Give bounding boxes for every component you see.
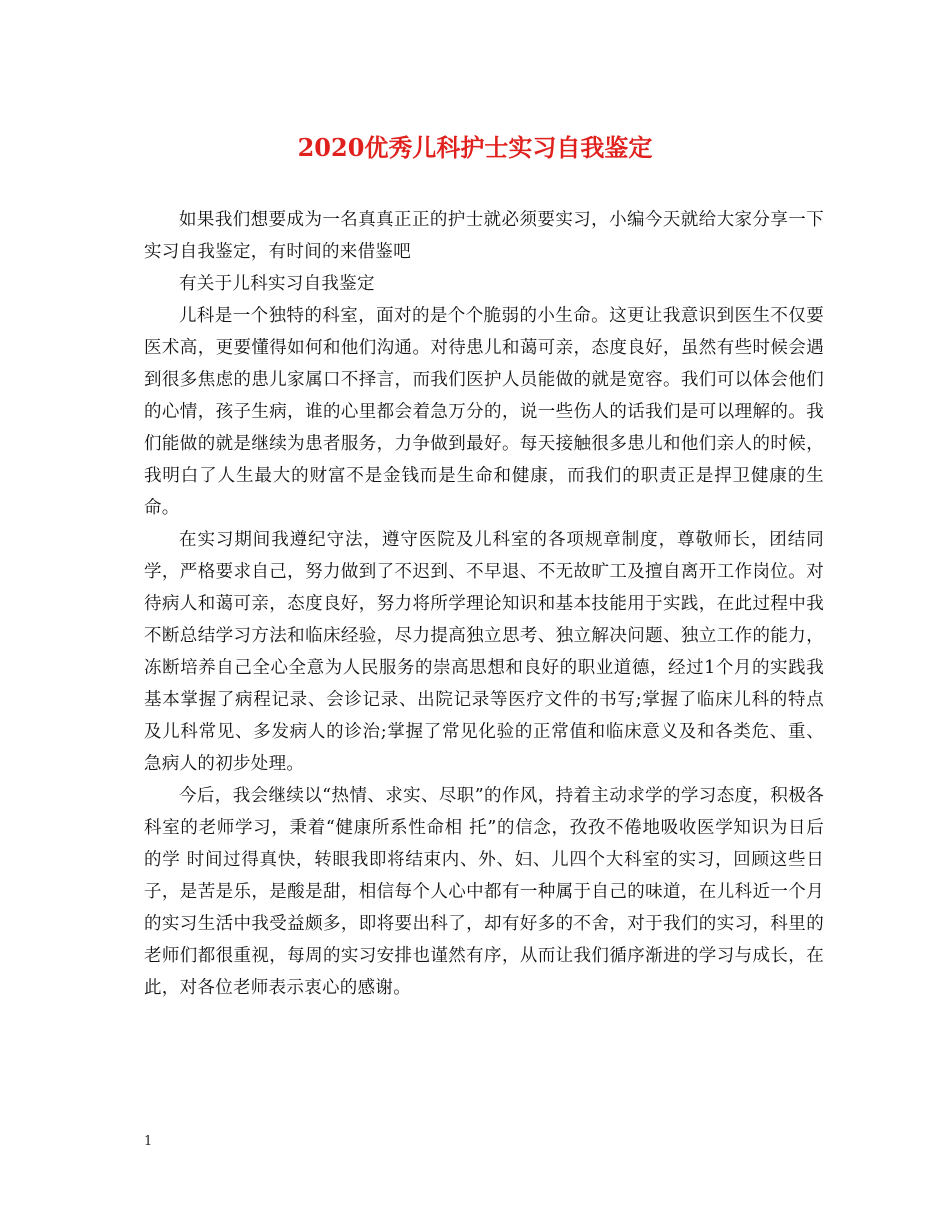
page-number: 1 xyxy=(144,1134,153,1149)
paragraph-pediatrics: 儿科是一个独特的科室，面对的是个个脆弱的小生命。这更让我意识到医生不仅要医术高，更要懂得如何和他们沟通。对待患儿和蔼可亲，态度良好，虽然有些时候会遇到很多焦虑的患儿家属口不择言，而我们医护人员能做的就是宽容。我们可以体会他们的心情，孩子生病，谁的心里都会着急万分的，说一些伤人的话我们是可以理解的。我们能做的就是继续为患者服务，力争做到最好。每天接触很多患儿和他们亲人的时候，我明白了人生最大的财富不是金钱而是生命和健康，而我们的职责正是捍卫健康的生命。 xyxy=(144,306,824,518)
document-body xyxy=(144,204,824,1004)
paragraph-subheading: 有关于儿科实习自我鉴定 xyxy=(179,274,375,294)
paragraph-internship-period: 在实习期间我遵纪守法，遵守医院及儿科室的各项规章制度，尊敬师长，团结同学，严格要求自己，努力做到了不迟到、不早退、不无故旷工及擅自离开工作岗位。对待病人和蔼可亲，态度良好，努力将所学理论知识和基本技能用于实践，在此过程中我不断总结学习方法和临床经验，尽力提高独立思考、独立解决问题、独立工作的能力，冻断培养自己全心全意为人民服务的崇高思想和良好的职业道德，经过1个月的实践我基本掌握了病程记录、会诊记录、出院记录等医疗文件的书写;掌握了临床儿科的特点及儿科常见、多发病人的诊治;掌握了常见化验的正常值和临床意义及和各类危、重、急病人的初步处理。 xyxy=(144,530,824,774)
document-title: 2020优秀儿科护士实习自我鉴定 xyxy=(297,133,653,162)
paragraph-intro: 如果我们想要成为一名真真正正的护士就必须要实习，小编今天就给大家分享一下实习自我鉴定，有时间的来借鉴吧 xyxy=(144,210,824,262)
paragraph-future: 今后，我会继续以“热情、求实、尽职”的作风，持着主动求学的学习态度，积极各科室的老师学习，秉着“健康所系性命相 托”的信念，孜孜不倦地吸收医学知识为日后的学 时间过得真快，转眼我即将结束内、外、妇、儿四个大科室的实习，回顾这些日子，是苦是乐，是酸是甜，相信每个人心中都有一种属于自己的味道，在儿科近一个月的实习生活中我受益颇多，即将要出科了，却有好多的不舍，对于我们的实习，科里的老师们都很重视，每周的实习安排也谨然有序，从而让我们循序渐进的学习与成长，在此，对各位老师表示衷心的感谢。 xyxy=(144,786,824,998)
